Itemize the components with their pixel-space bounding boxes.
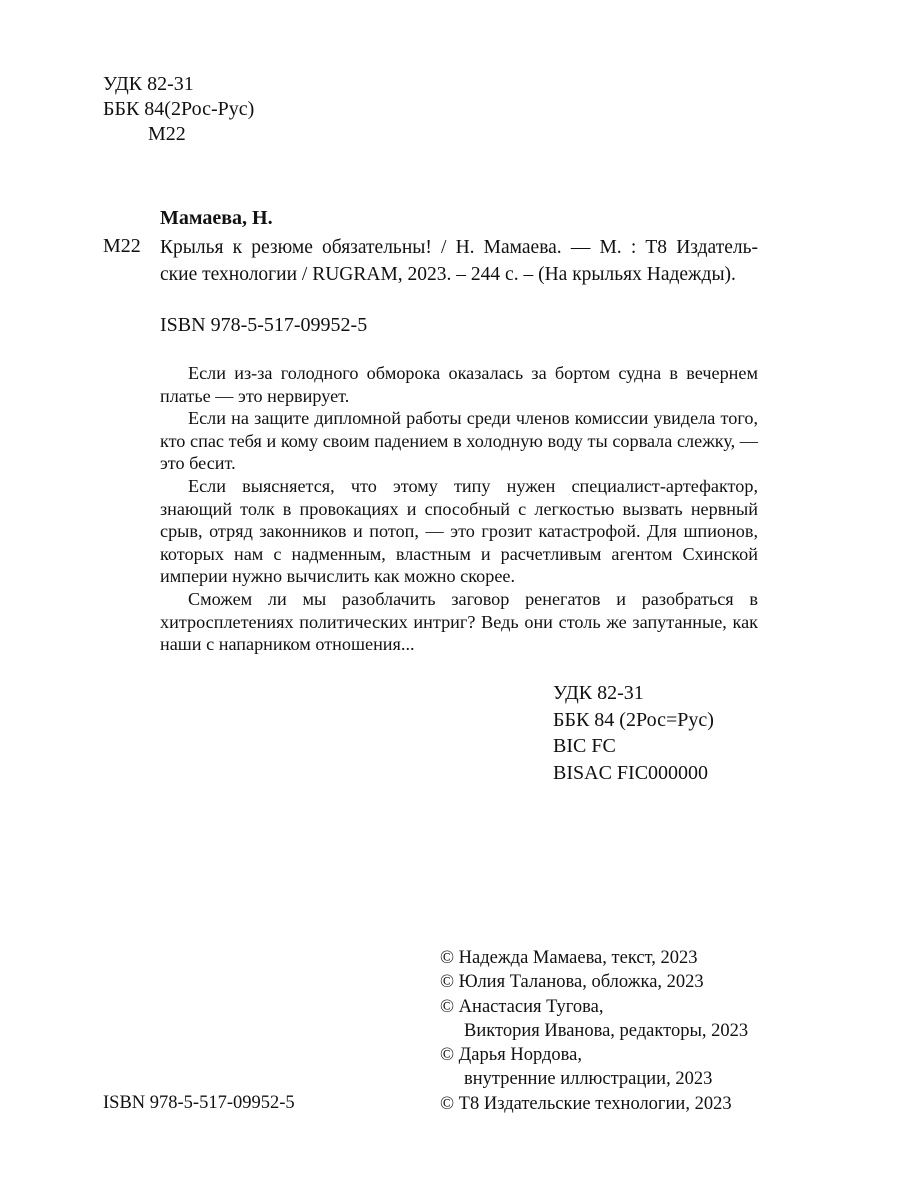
annotation-paragraph: Если выясняется, что этому типу нужен специалист-артефактор, знающий толк в провокациях и способный с легкостью вызвать нервный срыв, отряд законников и потоп, — это грозит катастрофой. Для шпионов, которых нам с надменным, властным и расчетливым агентом Схинской империи нужно вычислить как можно скорее. — [160, 475, 758, 587]
annotation-paragraph: Сможем ли мы разоблачить заговор ренегатов и разобраться в хитросплетениях политических интриг? Ведь они столь же запутанные, как наши с напарником отношения... — [160, 588, 758, 655]
annotation — [160, 362, 758, 656]
top-classification-block — [103, 72, 254, 147]
annotation-paragraph: Если из-за голодного обморока оказалась за бортом судна в вечернем платье — это нервирует. — [160, 363, 758, 406]
copyright-illustrations-continued: внутренние иллюстрации, 2023 — [464, 1069, 713, 1090]
copyright-editors: © Анастасия Тугова, — [440, 996, 604, 1017]
bic-code: BIC FC — [553, 735, 616, 757]
bbk-code: ББК 84(2Рос-Рус) — [103, 98, 255, 120]
copyright-block — [440, 946, 748, 1116]
isbn-bottom: ISBN 978-5-517-09952-5 — [103, 1093, 295, 1113]
annotation-paragraph: Если на защите дипломной работы среди членов комиссии увидела того, кто спас тебя и кому своим падением в холодную воду ты сорвала слежку, — это бесит. — [160, 408, 758, 474]
author-mark-inline: М22 — [103, 235, 141, 257]
bisac-code: BISAC FIC000000 — [553, 761, 709, 784]
udk-code: УДК 82-31 — [103, 73, 194, 95]
copyright-publisher: © Т8 Издательские технологии, 2023 — [440, 1093, 732, 1114]
author-mark: М22 — [148, 123, 186, 145]
copyright-text: © Надежда Мамаева, текст, 2023 — [440, 948, 698, 968]
isbn-top: ISBN 978-5-517-09952-5 — [160, 314, 368, 336]
udk-code-secondary: УДК 82-31 — [553, 682, 644, 704]
bbk-code-secondary: ББК 84 (2Рос=Рус) — [553, 708, 714, 731]
copyright-cover: © Юлия Таланова, обложка, 2023 — [440, 972, 704, 993]
secondary-classification-block — [553, 680, 714, 786]
bibliographic-description-line2: ские технологии / RUGRAM, 2023. – 244 с. – (На крыльях Надежды). — [160, 264, 736, 285]
copyright-editors-continued: Виктория Иванова, редакторы, 2023 — [464, 1020, 749, 1041]
copyright-illustrations: © Дарья Нордова, — [440, 1045, 582, 1066]
bibliographic-description-line1: Крылья к резюме обязательны! / Н. Мамаева. — М. : Т8 Издатель- — [160, 237, 758, 258]
author-heading: Мамаева, Н. — [160, 207, 273, 229]
